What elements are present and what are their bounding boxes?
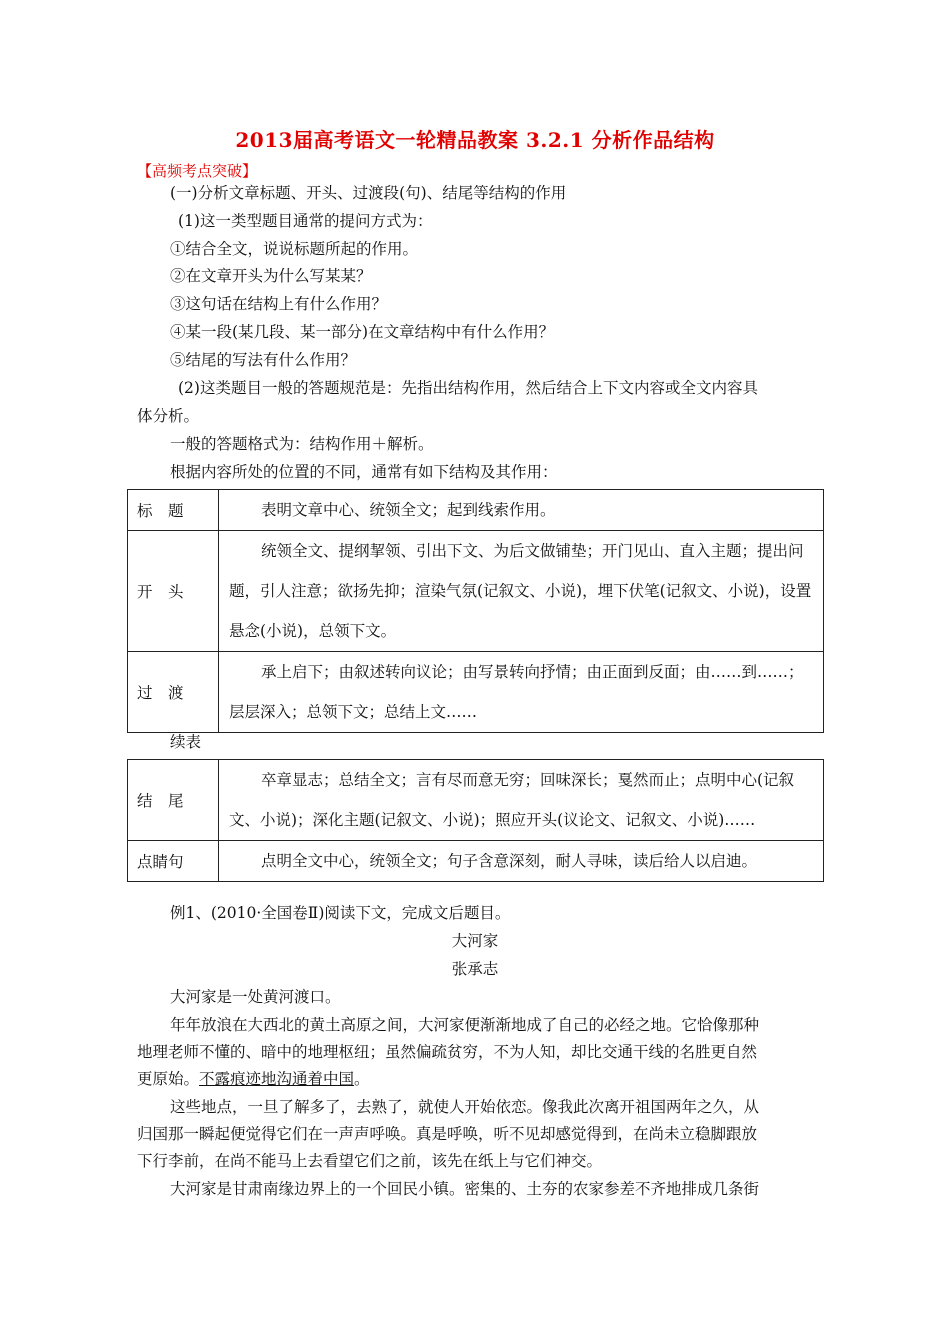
intro-sub2-line1: (2)这类题目一般的答题规范是：先指出结构作用，然后结合上下文内容或全文内容具 — [178, 379, 758, 397]
intro-sub1: (1)这一类型题目通常的提问方式为： — [178, 212, 433, 230]
table-row — [128, 652, 824, 733]
paragraph-1: 大河家是一处黄河渡口。 — [170, 988, 341, 1006]
row-label: 过 渡 — [128, 652, 219, 733]
table-lead: 根据内容所处的位置的不同，通常有如下结构及其作用： — [170, 463, 558, 481]
table-row — [128, 841, 824, 882]
structure-table — [127, 489, 824, 733]
intro-heading: (一)分析文章标题、开头、过渡段(句)、结尾等结构的作用 — [170, 184, 567, 202]
answer-format: 一般的答题格式为：结构作用＋解析。 — [170, 435, 434, 453]
paragraph-2-line3 — [137, 1068, 370, 1090]
paragraph-2-end: 。 — [354, 1070, 370, 1088]
question-2: ②在文章开头为什么写某某？ — [170, 267, 372, 285]
question-1: ①结合全文，说说标题所起的作用。 — [170, 240, 419, 258]
row-content: 卒章显志；总结全文；言有尽而意无穷；回味深长；戛然而止；点明中心(记叙文、小说)；深化主题(记叙文、小说)；照应开头(议论文、记叙文、小说)…… — [219, 760, 824, 841]
paragraph-4-line1: 大河家是甘肃南缘边界上的一个回民小镇。密集的、土夯的农家参差不齐地排成几条街 — [170, 1180, 760, 1198]
row-label: 标 题 — [128, 490, 219, 531]
row-label: 点睛句 — [128, 841, 219, 882]
table-row — [128, 760, 824, 841]
paragraph-2-text: 更原始。 — [137, 1070, 200, 1088]
section-tag: 【高频考点突破】 — [137, 162, 258, 180]
table-row — [128, 531, 824, 652]
row-content: 承上启下；由叙述转向议论；由写景转向抒情；由正面到反面；由……到……；层层深入；总领下文；总结上文…… — [219, 652, 824, 733]
example-intro: 例1、(2010·全国卷Ⅱ)阅读下文，完成文后题目。 — [170, 904, 511, 922]
structure-table-continued — [127, 759, 824, 882]
paragraph-2-line2: 地理老师不懂的、暗中的地理枢纽；虽然偏疏贫穷，不为人知，却比交通干线的名胜更自然 — [137, 1043, 758, 1061]
table-row — [128, 490, 824, 531]
continued-label: 续表 — [170, 733, 202, 751]
question-4: ④某一段(某几段、某一部分)在文章结构中有什么作用？ — [170, 323, 555, 341]
underlined-phrase: 不露痕迹地沟通着中国 — [199, 1070, 355, 1088]
row-content: 点明全文中心，统领全文；句子含意深刻，耐人寻味，读后给人以启迪。 — [219, 841, 824, 882]
row-content: 统领全文、提纲挈领、引出下文、为后文做铺垫；开门见山、直入主题；提出问题，引人注意；欲扬先抑；渲染气氛(记叙文、小说)，埋下伏笔(记叙文、小说)，设置悬念(小说)，总领下文。 — [219, 531, 824, 652]
document-title: 2013届高考语文一轮精品教案 3.2.1 分析作品结构 — [235, 128, 715, 152]
question-5: ⑤结尾的写法有什么作用？ — [170, 351, 357, 369]
paragraph-3-line3: 下行李前，在尚不能马上去看望它们之前，该先在纸上与它们神交。 — [137, 1152, 603, 1170]
row-label: 开 头 — [128, 531, 219, 652]
row-content: 表明文章中心、统领全文；起到线索作用。 — [219, 490, 824, 531]
question-3: ③这句话在结构上有什么作用？ — [170, 295, 388, 313]
article-title: 大河家 — [451, 932, 499, 950]
intro-sub2-line2: 体分析。 — [137, 407, 200, 425]
article-author: 张承志 — [451, 960, 499, 978]
row-label: 结 尾 — [128, 760, 219, 841]
paragraph-3-line2: 归国那一瞬起便觉得它们在一声声呼唤。真是呼唤，听不见却感觉得到，在尚未立稳脚跟放 — [137, 1125, 758, 1143]
paragraph-2-line1: 年年放浪在大西北的黄土高原之间，大河家便渐渐地成了自己的必经之地。它恰像那种 — [170, 1016, 760, 1034]
paragraph-3-line1: 这些地点，一旦了解多了，去熟了，就使人开始依恋。像我此次离开祖国两年之久，从 — [170, 1098, 760, 1116]
